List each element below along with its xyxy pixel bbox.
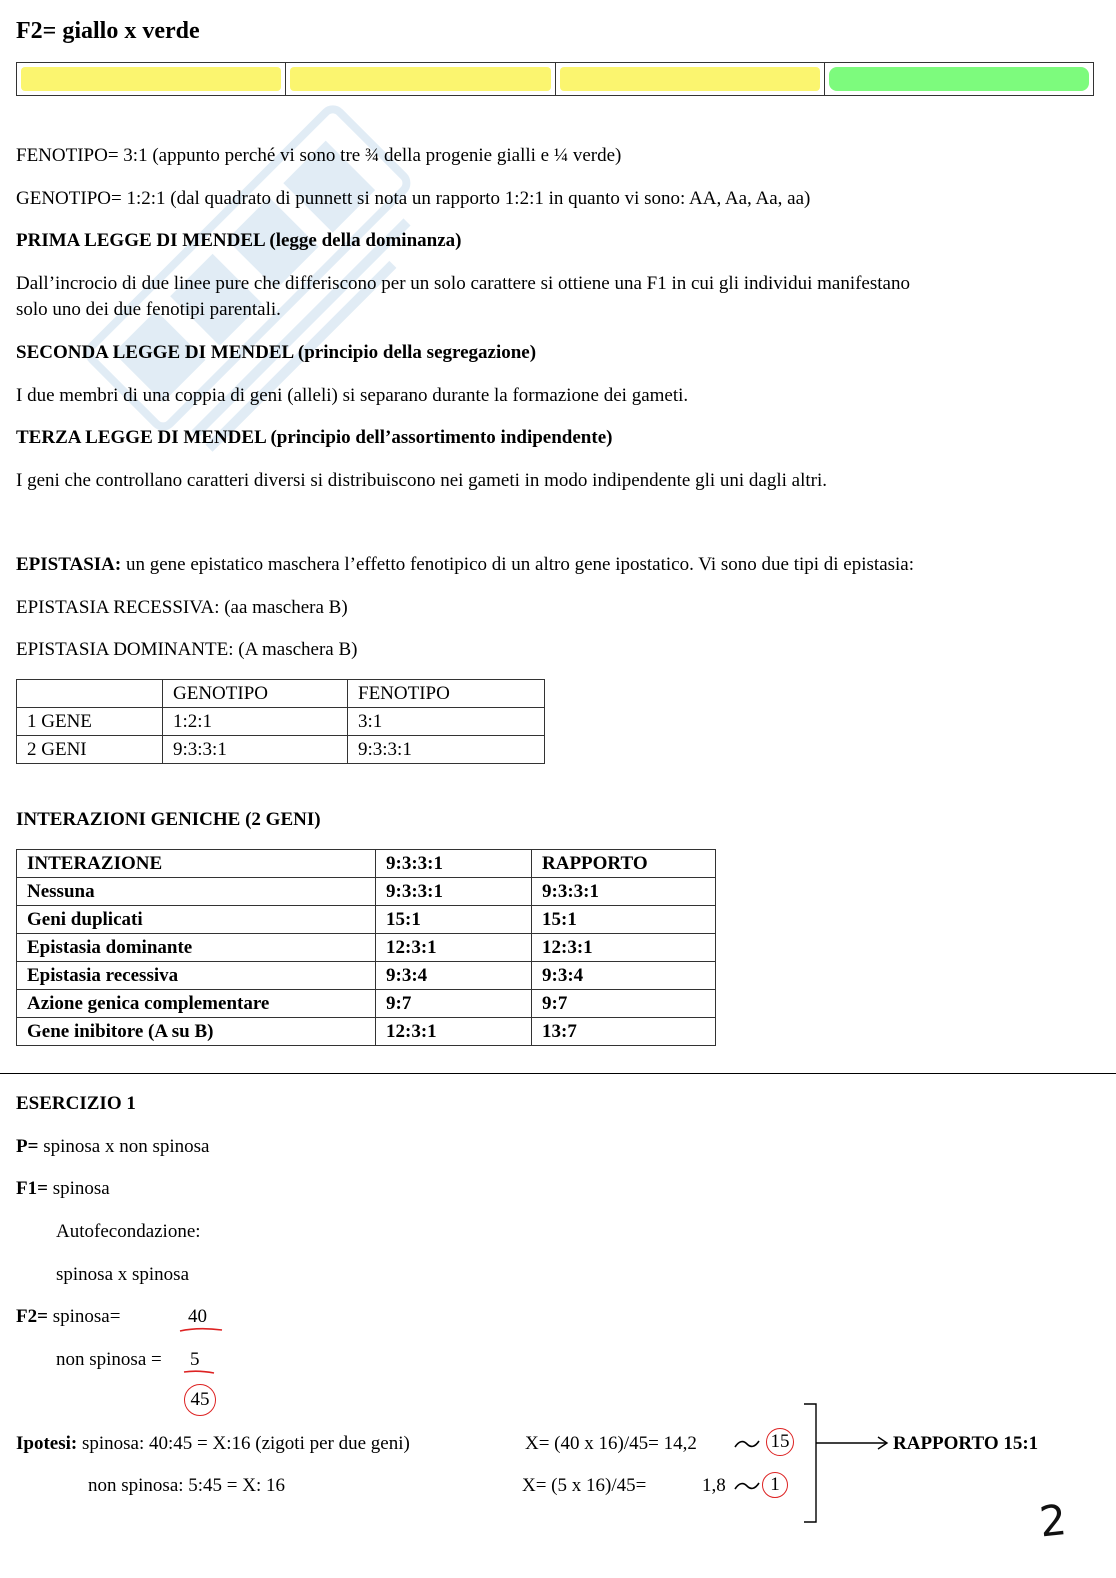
f2-label: F2= [16,1306,48,1327]
result-circled: 1 [762,1472,788,1498]
prima-legge-text-1: Dall’incrocio di due linee pure che differiscono per un solo carattere si ottiene una F1 in cui gli individui manifestano [16,273,910,294]
table-cell: 15:1 [532,906,716,934]
table-header-cell: RAPPORTO [532,850,716,878]
epistasia-text: un gene epistatico maschera l’effetto fenotipico di un altro gene ipostatico. Vi sono due tipi di epistasia: [121,554,915,575]
table-header-cell: 9:3:3:1 [376,850,532,878]
table-cell: 12:3:1 [532,934,716,962]
seconda-legge-heading: SECONDA LEGGE DI MENDEL (principio della segregazione) [16,342,537,363]
rapporto-result: RAPPORTO 15:1 [893,1433,1039,1454]
table-cell: 9:3:3:1 [376,878,532,906]
p-line [16,1136,209,1158]
p-label: P= [16,1136,39,1157]
table-cell: Gene inibitore (A su B) [17,1018,376,1046]
table-cell: 1:2:1 [163,708,348,736]
f1-text: spinosa [47,1178,110,1199]
color-cell [286,63,555,95]
table-cell: 3:1 [348,708,545,736]
f1-line [16,1178,110,1200]
section-divider [0,1073,1116,1074]
total-circled: 45 [184,1384,216,1416]
ipotesi-label: Ipotesi: [16,1433,78,1454]
autofecondazione-text: Autofecondazione: [56,1221,201,1242]
table-cell: 15:1 [376,906,532,934]
table-cell: 9:3:3:1 [348,736,545,764]
table-row [17,878,716,906]
non-spinosa-line: non spinosa: 5:45 = X: 16 [88,1475,286,1496]
table-cell: Geni duplicati [17,906,376,934]
page-number: 2 [1037,1494,1069,1547]
f2-text: spinosa= [47,1306,121,1327]
f2-value: 40 [188,1306,207,1327]
bracket-arrow [800,1400,890,1530]
epistasia-recessiva: EPISTASIA RECESSIVA: (aa maschera B) [16,597,348,618]
interazioni-table [16,849,716,1046]
approx-icon [733,1436,761,1452]
green-swatch [829,67,1089,91]
color-cell [556,63,825,95]
yellow-swatch [21,67,281,91]
prima-legge-text-2: solo uno dei due fenotipi parentali. [16,299,281,320]
page-title: F2= giallo x verde [16,18,200,44]
table-row [17,990,716,1018]
non-spinosa-value: 5 [190,1349,200,1370]
epistasia-label: EPISTASIA: [16,554,122,575]
table-cell: 9:7 [376,990,532,1018]
table-cell: 9:3:3:1 [163,736,348,764]
table-cell: 12:3:1 [376,934,532,962]
f1-label: F1= [16,1178,48,1199]
terza-legge-heading: TERZA LEGGE DI MENDEL (principio dell’assortimento indipendente) [16,427,613,448]
prima-legge-heading: PRIMA LEGGE DI MENDEL (legge della dominanza) [16,230,462,251]
cross-text: spinosa x spinosa [56,1264,189,1285]
terza-legge-text: I geni che controllano caratteri diversi si distribuiscono nei gameti in modo indipendente gli uni dagli altri. [16,470,827,491]
table-row [17,1018,716,1046]
table-row [17,906,716,934]
esercizio-heading: ESERCIZIO 1 [16,1093,136,1114]
interazioni-heading: INTERAZIONI GENICHE (2 GENI) [16,809,321,830]
ipotesi-text: spinosa: 40:45 = X:16 (zigoti per due geni) [77,1433,410,1454]
table-cell: 2 GENI [17,736,163,764]
non-spinosa-text: non spinosa = [56,1349,162,1370]
table-header-cell: GENOTIPO [163,680,348,708]
yellow-swatch [560,67,820,91]
phenotype-color-bar [16,62,1094,96]
table-header-cell: FENOTIPO [348,680,545,708]
color-cell [17,63,286,95]
underline-mark [182,1366,216,1378]
color-cell [825,63,1093,95]
fenotipo-text: FENOTIPO= 3:1 (appunto perché vi sono tre ¾ della progenie gialli e ¼ verde) [16,145,622,166]
genotipo-fenotipo-table [16,679,545,764]
table-row [17,934,716,962]
table-cell: 12:3:1 [376,1018,532,1046]
table-cell: 9:3:3:1 [532,878,716,906]
ipotesi-line [16,1433,410,1455]
table-row [17,962,716,990]
ipotesi-calc: X= (40 x 16)/45= 14,2 [525,1433,697,1454]
table-cell: Nessuna [17,878,376,906]
table-cell: 9:3:4 [376,962,532,990]
underline-mark [178,1324,224,1336]
non-spinosa-approx: 1,8 [702,1475,726,1496]
epistasia-dominante: EPISTASIA DOMINANTE: (A maschera B) [16,639,358,660]
genotipo-text: GENOTIPO= 1:2:1 (dal quadrato di punnett si nota un rapporto 1:2:1 in quanto vi sono: AA, Aa, Aa, aa) [16,188,811,209]
table-cell: 9:7 [532,990,716,1018]
result-circled: 15 [766,1428,794,1456]
p-text: spinosa x non spinosa [38,1136,210,1157]
approx-icon [733,1478,761,1494]
table-cell: Azione genica complementare [17,990,376,1018]
table-header-cell: INTERAZIONE [17,850,376,878]
table-cell: 1 GENE [17,708,163,736]
table-cell: 13:7 [532,1018,716,1046]
table-row [17,708,545,736]
f2-line [16,1306,120,1328]
epistasia-paragraph [16,554,914,576]
non-spinosa-calc: X= (5 x 16)/45= [522,1475,647,1496]
table-header-row [17,680,545,708]
table-cell: Epistasia dominante [17,934,376,962]
yellow-swatch [290,67,550,91]
seconda-legge-text: I due membri di una coppia di geni (alleli) si separano durante la formazione dei gameti. [16,385,689,406]
table-cell: Epistasia recessiva [17,962,376,990]
table-header-row [17,850,716,878]
table-cell: 9:3:4 [532,962,716,990]
table-header-cell [17,680,163,708]
table-row [17,736,545,764]
